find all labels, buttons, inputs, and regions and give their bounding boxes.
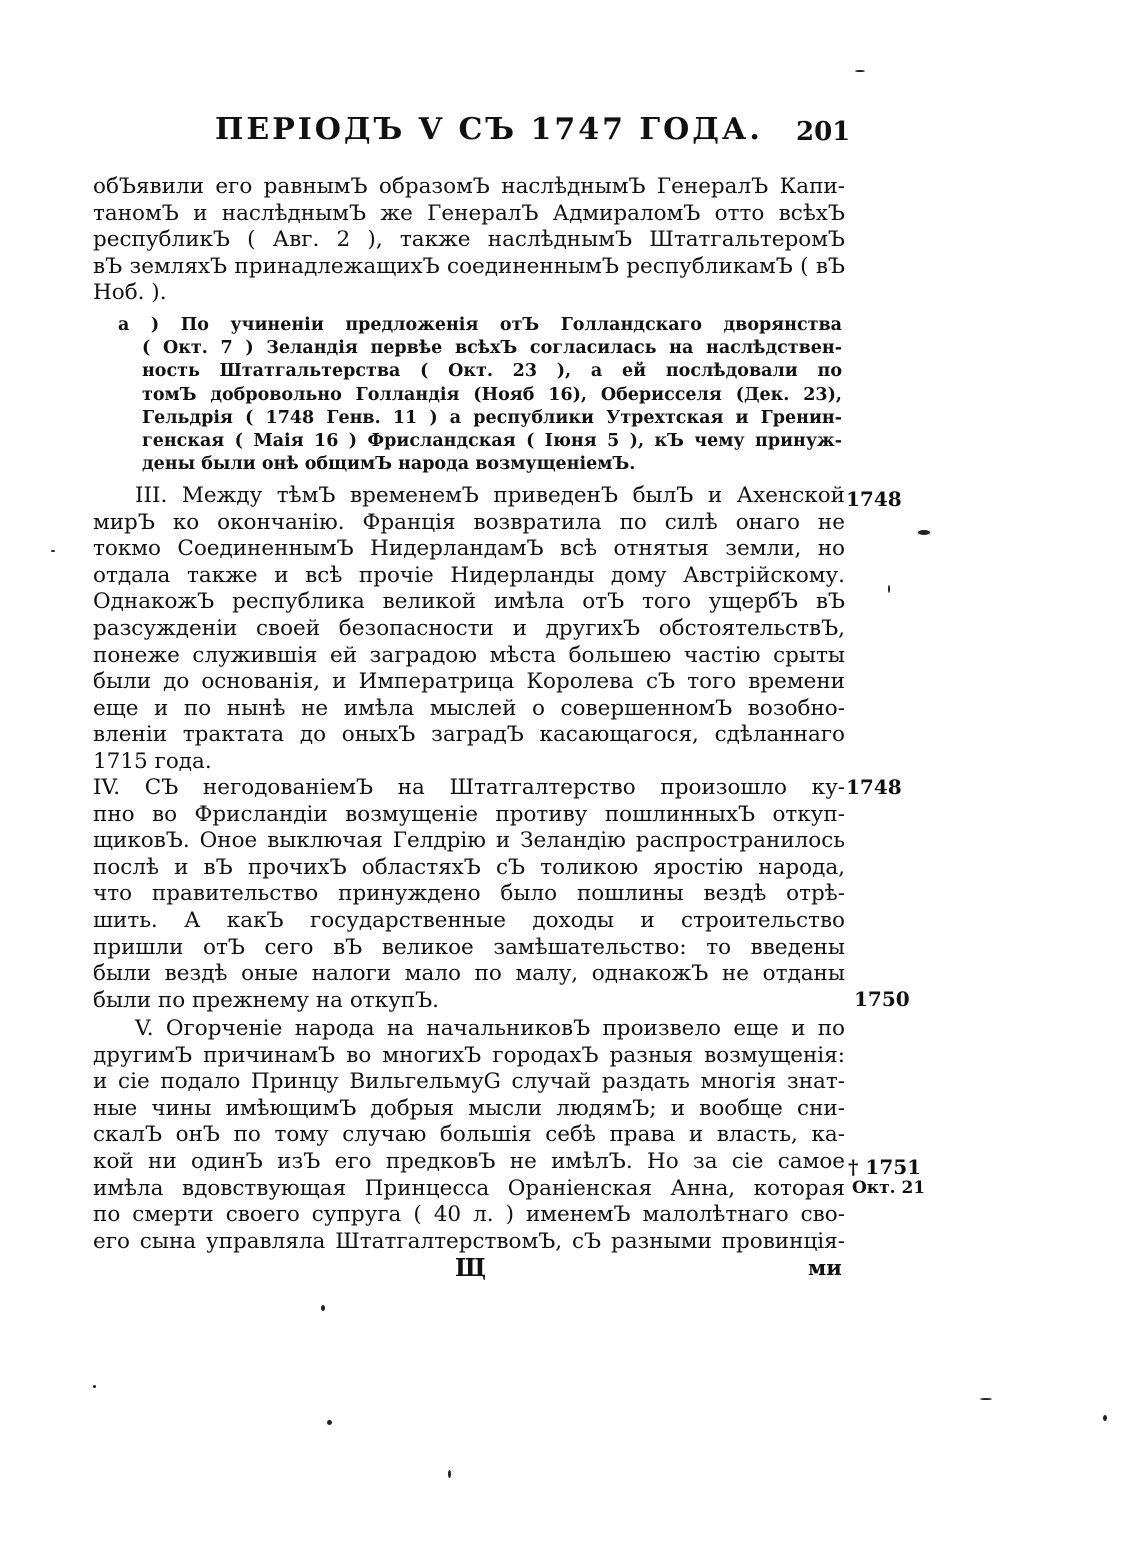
scan-speck [980,1398,992,1400]
text-line: обЪявили его равнымЪ образомЪ наслѣднымЪ ГенералЪ Капи- [93,174,845,199]
footnote-line: дены были онѣ общимЪ народа возмущенiемЪ. [142,454,636,475]
footnote-line: Гельдрiя ( 1748 Генв. 11 ) а республики Утрехтская и Гренин- [142,407,842,428]
text-line: ОднакожЪ республика великой имѣла отЪ того ущербЪ вЪ [93,589,845,615]
margin-year-1748: 1748 [846,775,902,799]
text-line: шить. А какЪ государственные доходы и строительство [93,907,845,933]
text-line: ные чины имѣющимЪ добрыя мысли людямЪ; и вообще сни- [93,1095,845,1121]
text-line: были до основанiя, и Императрица Королева сЪ того времени [93,669,845,695]
text-line: и сiе подало Принцу ВильгельмуG случай раздать многiя знат- [93,1069,845,1095]
text-line: IV. СЪ негодованiемЪ на Штатгалтерство произошло ку- [93,775,845,800]
text-line: кой ни одинЪ изЪ его предковЪ не имѣлЪ. Но за сiе самое [93,1148,845,1174]
scan-speck [888,585,890,593]
footnote-line: а ) По учиненiи предложенiя отЪ Голландскаго дворянства [118,315,842,335]
running-title: ПЕРIОДЪ V СЪ 1747 ГОДА. [215,112,763,147]
text-line: вЪ земляхЪ принадлежащихЪ соединеннымЪ республикамЪ ( вЪ [93,253,845,279]
text-line: понеже служившiя ей заградою мѣста большею частiю срыты [93,642,845,668]
text-line: отдала также и всѣ прочiе Нидерланды дому Австрiйскому. [93,562,845,588]
text-line: пно во Фрисландiи возмущенiе противу пошлинныхЪ откуп- [93,801,845,827]
text-line: Ноб. ). [93,280,167,306]
text-line: токмо СоединеннымЪ НидерландамЪ всѣ отнятыя земли, но [93,536,845,562]
text-line: его сына управляла ШтатгалтерствомЪ, сЪ разными провинцiя- [93,1228,845,1254]
footnote-line: томЪ добровольно Голландiя (Нояб 16), Оберисселя (Дек. 23), [142,384,842,405]
footnote-a [118,314,842,476]
section-iv [93,775,845,1014]
page-number: 201 [796,117,851,147]
text-line: скалЪ онЪ по тому случаю большiя себѣ права и власть, ка- [93,1122,845,1148]
scan-speck [93,1385,96,1388]
text-line: 1715 года. [93,748,212,774]
text-line: республикЪ ( Авг. 2 ), также наслѣднымЪ ШтатгальтеромЪ [93,227,845,253]
margin-year-1751: † 1751 [848,1155,922,1179]
text-line: вленiи трактата до оныхЪ заградЪ касающагося, сдѣланнаго [93,722,845,748]
footnote-line: генская ( Маiя 16 ) Фрисландская ( Iюня 5 ), кЪ чему принуж- [142,431,842,452]
text-line: таномЪ и наслѣднымЪ же ГенералЪ АдмираломЪ отто всѣхЪ [93,200,845,226]
scan-speck [448,1470,451,1478]
text-line: III. Между тѣмЪ временемЪ приведенЪ былЪ и Ахенской [135,483,845,508]
text-line: еще и по нынѣ не имѣла мыслей о совершенномЪ возобно- [93,695,845,721]
text-line: мирЪ ко окончанiю. Францiя возвратила по силѣ онаго не [93,509,845,535]
scan-speck [327,1420,332,1425]
text-line: V. Огорченiе народа на начальниковЪ произвело еще и по [135,1016,845,1041]
text-line: по смерти своего супруга ( 40 л. ) именемЪ малолѣтнаго сво- [93,1202,845,1228]
text-line: пришли отЪ сего вЪ великое замѣшательство: то введены [93,934,845,960]
text-line: что правительство принуждено было пошлины вездѣ отрѣ- [93,881,845,907]
text-line: разсужденiи своей безопасности и другихЪ обстоятельствЪ, [93,615,845,641]
footnote-line: ность Штатгальтерства ( Окт. 23 ), а ей послѣдовали по [142,361,842,382]
text-line: были по прежнему на откупЪ. [93,987,439,1013]
text-line: имѣла вдовствующая Принцесса Оранiенская Анна, которая [93,1175,845,1201]
margin-year-1750: 1750 [854,987,910,1011]
text-line: послѣ и вЪ прочихЪ областяхЪ сЪ толикою яростiю народа, [93,854,845,880]
section-iii [93,483,845,776]
text-line: другимЪ причинамЪ во многихЪ городахЪ разныя возмущенiя: [93,1042,845,1068]
text-line: щиковЪ. Оное выключая Гелдрiю и Зеландiю распространилось [93,828,845,854]
signature-mark: Щ [455,1253,487,1282]
margin-month: Окт. 21 [852,1178,926,1198]
margin-year-1748: 1748 [846,487,902,511]
catchword: ми [808,1255,842,1280]
scan-speck [918,530,930,535]
scan-speck [51,550,55,552]
scan-speck [1103,1415,1107,1421]
scan-speck [321,1305,325,1311]
section-v [93,1016,845,1255]
intro-paragraph [93,174,845,307]
text-line: были вездѣ оные налоги мало по малу, однакожЪ не отданы [93,961,845,987]
footnote-line: ( Окт. 7 ) Зеландiя первѣе всѣхЪ согласилась на наслѣдствен- [142,338,842,359]
scan-speck [855,70,865,72]
